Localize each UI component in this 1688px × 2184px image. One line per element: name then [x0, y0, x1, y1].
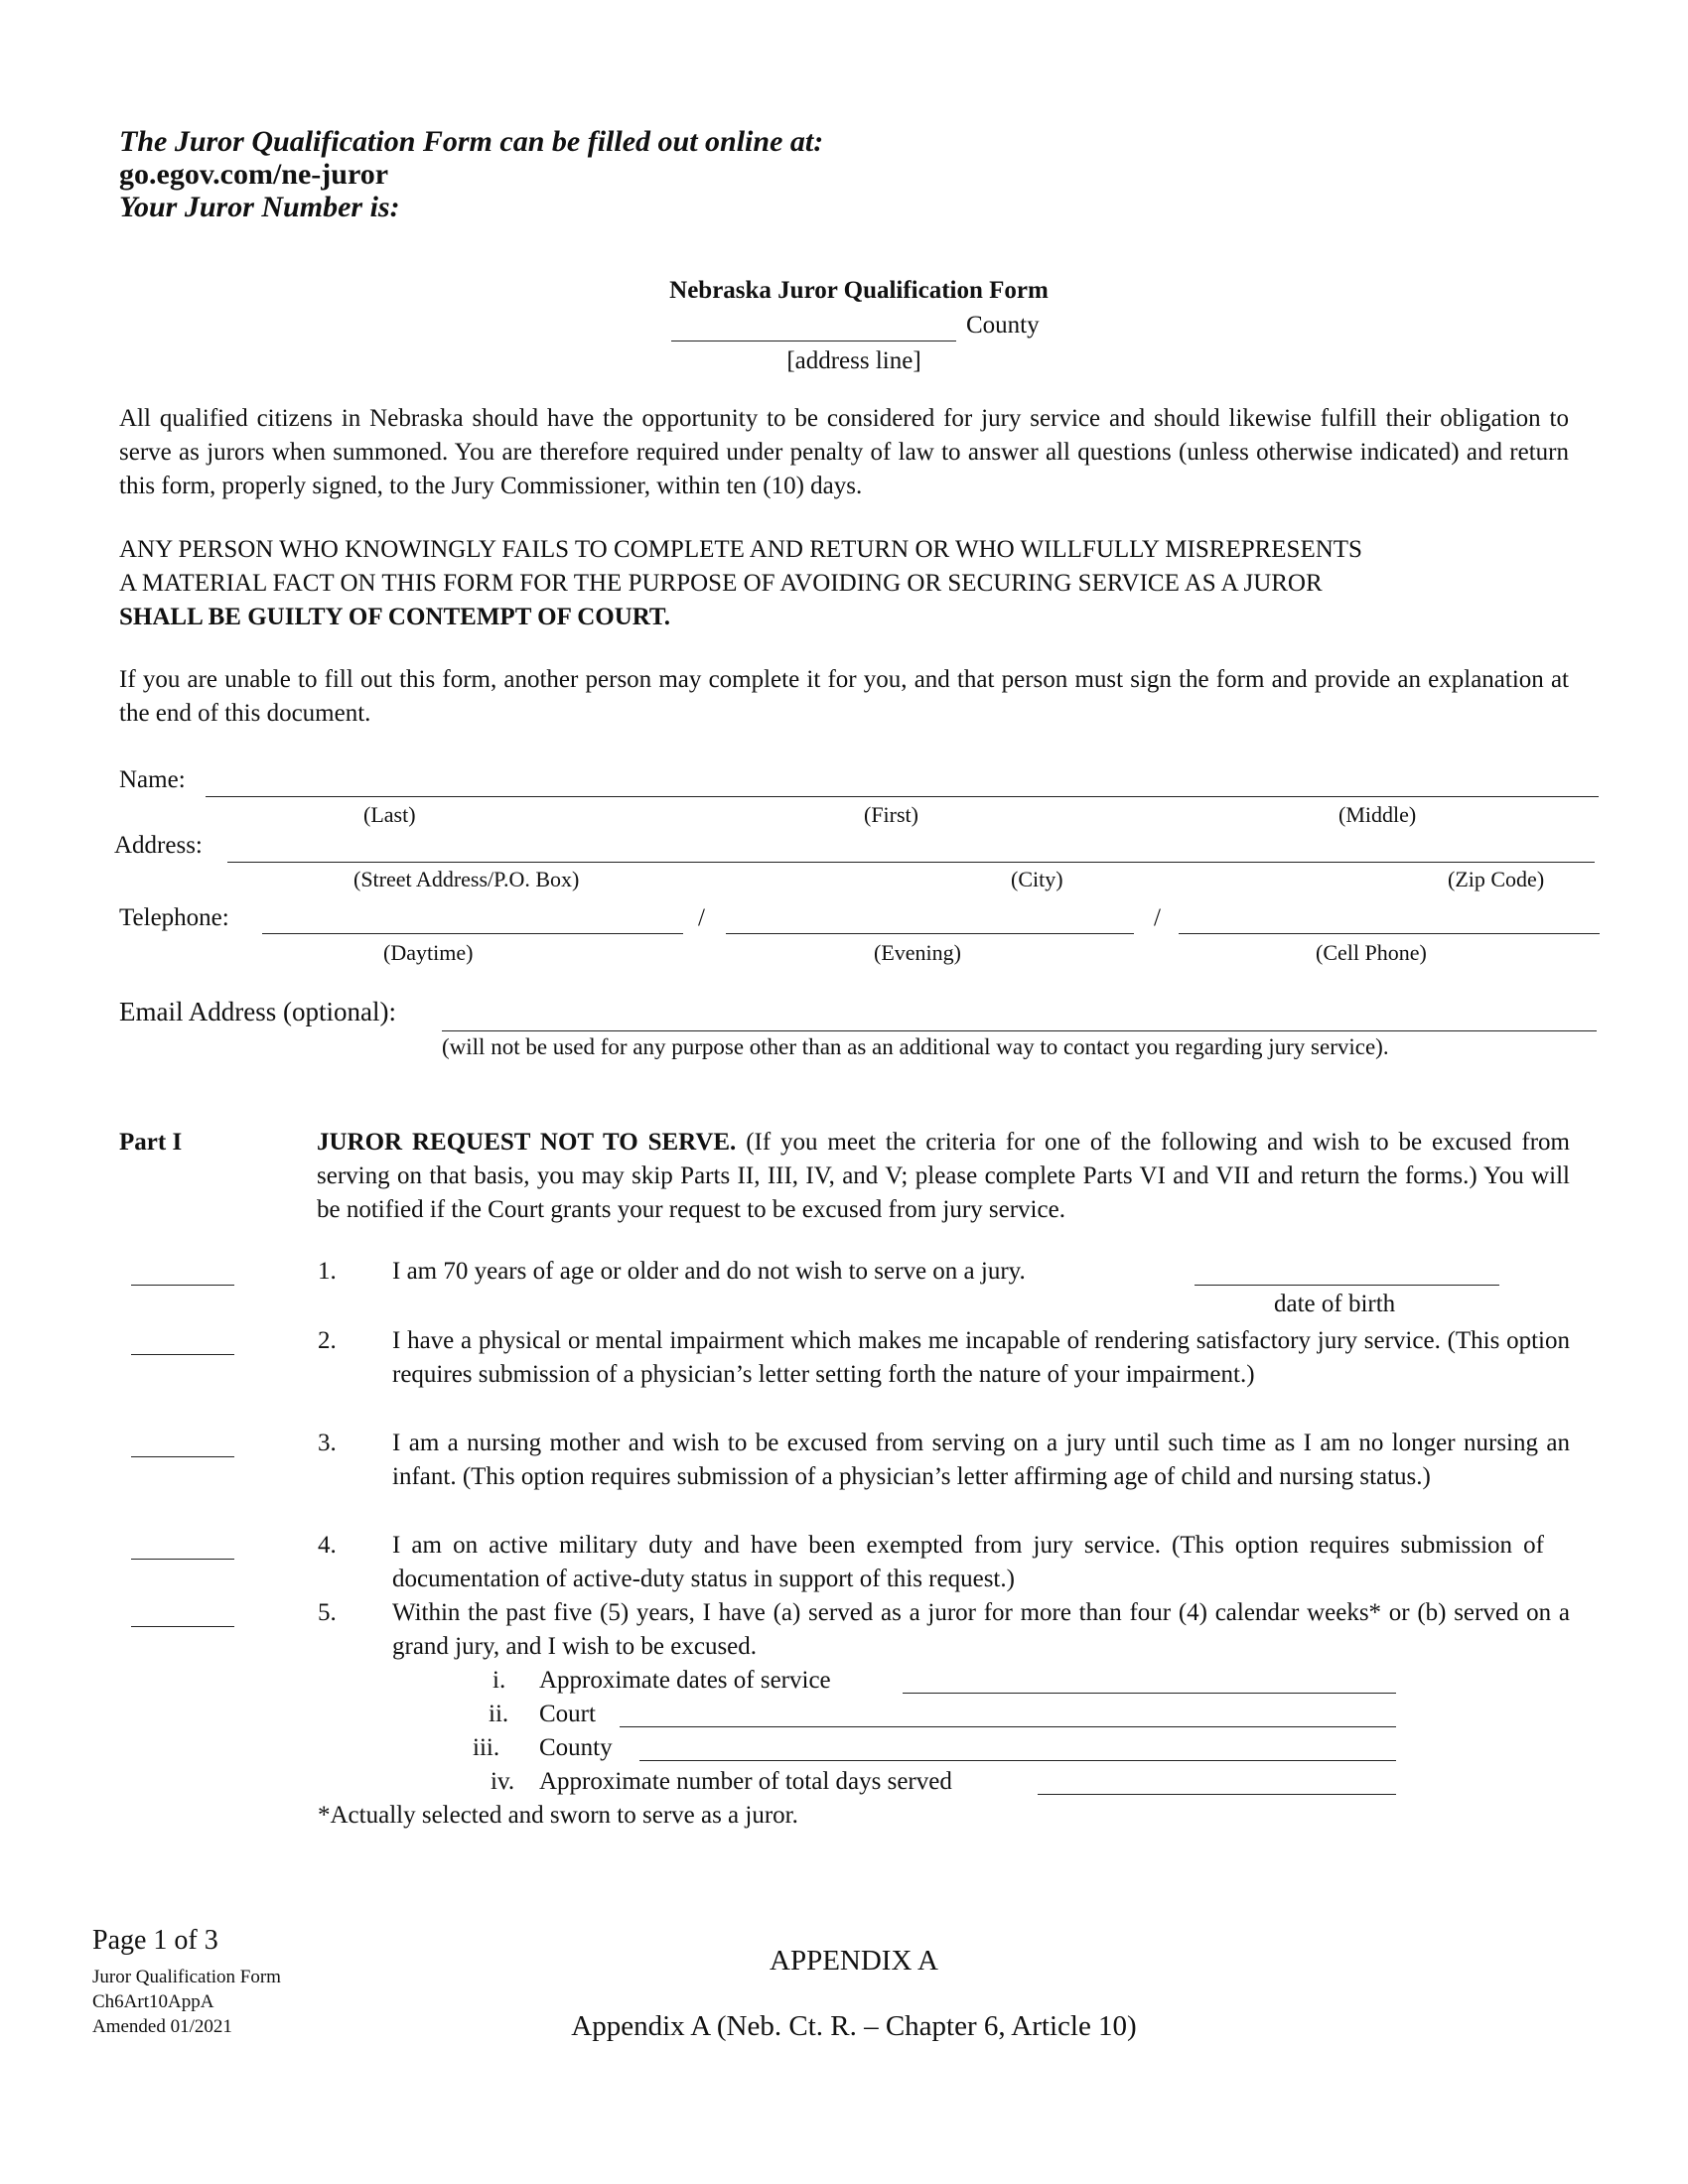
item5-check-field[interactable] — [131, 1626, 234, 1627]
name-caption-first: (First) — [864, 802, 918, 827]
item1-number: 1. — [318, 1258, 337, 1285]
address-label: Address: — [114, 832, 203, 859]
item3-number: 3. — [318, 1430, 337, 1456]
assistance-paragraph: If you are unable to fill out this form, another person may complete it for you, and that person must sign the form and provide an explanation at the end of this document. — [119, 666, 1569, 727]
subitem-iv-number: iv. — [491, 1768, 515, 1795]
part1-instructions — [317, 1126, 1570, 1227]
total-days-field[interactable] — [1038, 1794, 1396, 1795]
warning-line-2: A MATERIAL FACT ON THIS FORM FOR THE PURPOSE OF AVOIDING OR SECURING SERVICE AS A JUROR — [119, 570, 1323, 597]
part1-heading: JUROR REQUEST NOT TO SERVE. — [317, 1129, 737, 1156]
item3-check-field[interactable] — [131, 1456, 234, 1457]
item5-number: 5. — [318, 1599, 337, 1626]
email-field[interactable] — [442, 1030, 1597, 1031]
telephone-cell-field[interactable] — [1179, 933, 1600, 934]
item4-number: 4. — [318, 1532, 337, 1559]
email-caption: (will not be used for any purpose other than as an additional way to contact you regarding jury service). — [442, 1034, 1389, 1059]
item4-text: I am on active military duty and have been exempted from jury service. (This option requires submission of documentation of active-duty status in support of this request.) — [392, 1532, 1544, 1592]
court-field[interactable] — [620, 1726, 1396, 1727]
footer-code: Ch6Art10AppA — [92, 1991, 214, 2012]
footnote: *Actually selected and sworn to serve as a juror. — [318, 1802, 798, 1829]
item1-check-field[interactable] — [131, 1285, 234, 1286]
subitem-iii-number: iii. — [473, 1734, 500, 1761]
part1-heading-note: (If you meet the criteria for one of the following and wish to be excused from serving on that basis, you may skip Parts II, III, IV, and V; please complete Parts VI and VII and return the forms.) You will be notified if the Court grants your request to be excused from jury service. — [317, 1129, 1570, 1223]
item3-text: I am a nursing mother and wish to be excused from serving on a jury until such time as I am no longer nursing an infant. (This option requires submission of a physician’s letter affirming age of child and nursing status.) — [392, 1430, 1570, 1490]
county-served-field[interactable] — [639, 1760, 1396, 1761]
email-label: Email Address (optional): — [119, 997, 396, 1026]
telephone-label: Telephone: — [119, 904, 229, 931]
subitem-i-number: i. — [492, 1667, 506, 1694]
juror-number-label: Your Juror Number is: — [119, 191, 400, 223]
warning-line-1: ANY PERSON WHO KNOWINGLY FAILS TO COMPLETE AND RETURN OR WHO WILLFULLY MISREPRESENTS — [119, 536, 1362, 563]
date-of-birth-field[interactable] — [1195, 1285, 1499, 1286]
telephone-separator-1: / — [698, 904, 705, 931]
part1-label: Part I — [119, 1129, 183, 1156]
item2-text: I have a physical or mental impairment which makes me incapable of rendering satisfactory jury service. (This option requires submission of a physician’s letter setting forth the nature of your impairment.) — [392, 1327, 1570, 1388]
county-label: County — [966, 312, 1040, 339]
online-url[interactable]: go.egov.com/ne-juror — [119, 158, 389, 191]
subitem-ii-label: Court — [539, 1701, 596, 1727]
name-field[interactable] — [206, 796, 1599, 797]
address-caption-zip: (Zip Code) — [1448, 867, 1545, 891]
item4-check-field[interactable] — [131, 1559, 234, 1560]
appendix-citation: Appendix A (Neb. Ct. R. – Chapter 6, Article 10) — [571, 2010, 1137, 2042]
footer-amended: Amended 01/2021 — [92, 2016, 232, 2037]
footer-form-name: Juror Qualification Form — [92, 1967, 281, 1987]
address-caption-city: (City) — [1011, 867, 1063, 891]
address-field[interactable] — [227, 862, 1595, 863]
telephone-caption-evening: (Evening) — [874, 940, 961, 965]
subitem-iv-label: Approximate number of total days served — [539, 1768, 952, 1795]
name-caption-middle: (Middle) — [1338, 802, 1417, 827]
telephone-evening-field[interactable] — [726, 933, 1134, 934]
item2-number: 2. — [318, 1327, 337, 1354]
page-number: Page 1 of 3 — [92, 1925, 218, 1956]
subitem-i-label: Approximate dates of service — [539, 1667, 831, 1694]
item1-text: I am 70 years of age or older and do not wish to serve on a jury. — [392, 1258, 1026, 1285]
telephone-daytime-field[interactable] — [262, 933, 683, 934]
form-title: Nebraska Juror Qualification Form — [669, 277, 1049, 304]
subitem-ii-number: ii. — [489, 1701, 509, 1727]
online-notice: The Juror Qualification Form can be filled out online at: — [119, 125, 824, 158]
name-caption-last: (Last) — [363, 802, 416, 827]
subitem-iii-label: County — [539, 1734, 613, 1761]
date-of-birth-caption: date of birth — [1274, 1291, 1396, 1317]
telephone-caption-cell: (Cell Phone) — [1316, 940, 1427, 965]
name-label: Name: — [119, 766, 186, 793]
address-line: [address line] — [786, 347, 921, 374]
item2-check-field[interactable] — [131, 1354, 234, 1355]
warning-contempt: SHALL BE GUILTY OF CONTEMPT OF COURT. — [119, 604, 671, 630]
telephone-caption-daytime: (Daytime) — [383, 940, 474, 965]
telephone-separator-2: / — [1154, 904, 1161, 931]
appendix-heading: APPENDIX A — [770, 1945, 938, 1977]
item5-text: Within the past five (5) years, I have (a) served as a juror for more than four (4) calendar weeks* or (b) served on a grand jury, and I wish to be excused. — [392, 1599, 1570, 1660]
dates-of-service-field[interactable] — [903, 1693, 1396, 1694]
address-caption-street: (Street Address/P.O. Box) — [353, 867, 580, 891]
intro-paragraph: All qualified citizens in Nebraska should have the opportunity to be considered for jury service and should likewise fulfill their obligation to serve as jurors when summoned. You are therefore required under penalty of law to answer all questions (unless otherwise indicated) and return this form, properly signed, to the Jury Commissioner, within ten (10) days. — [119, 405, 1569, 499]
